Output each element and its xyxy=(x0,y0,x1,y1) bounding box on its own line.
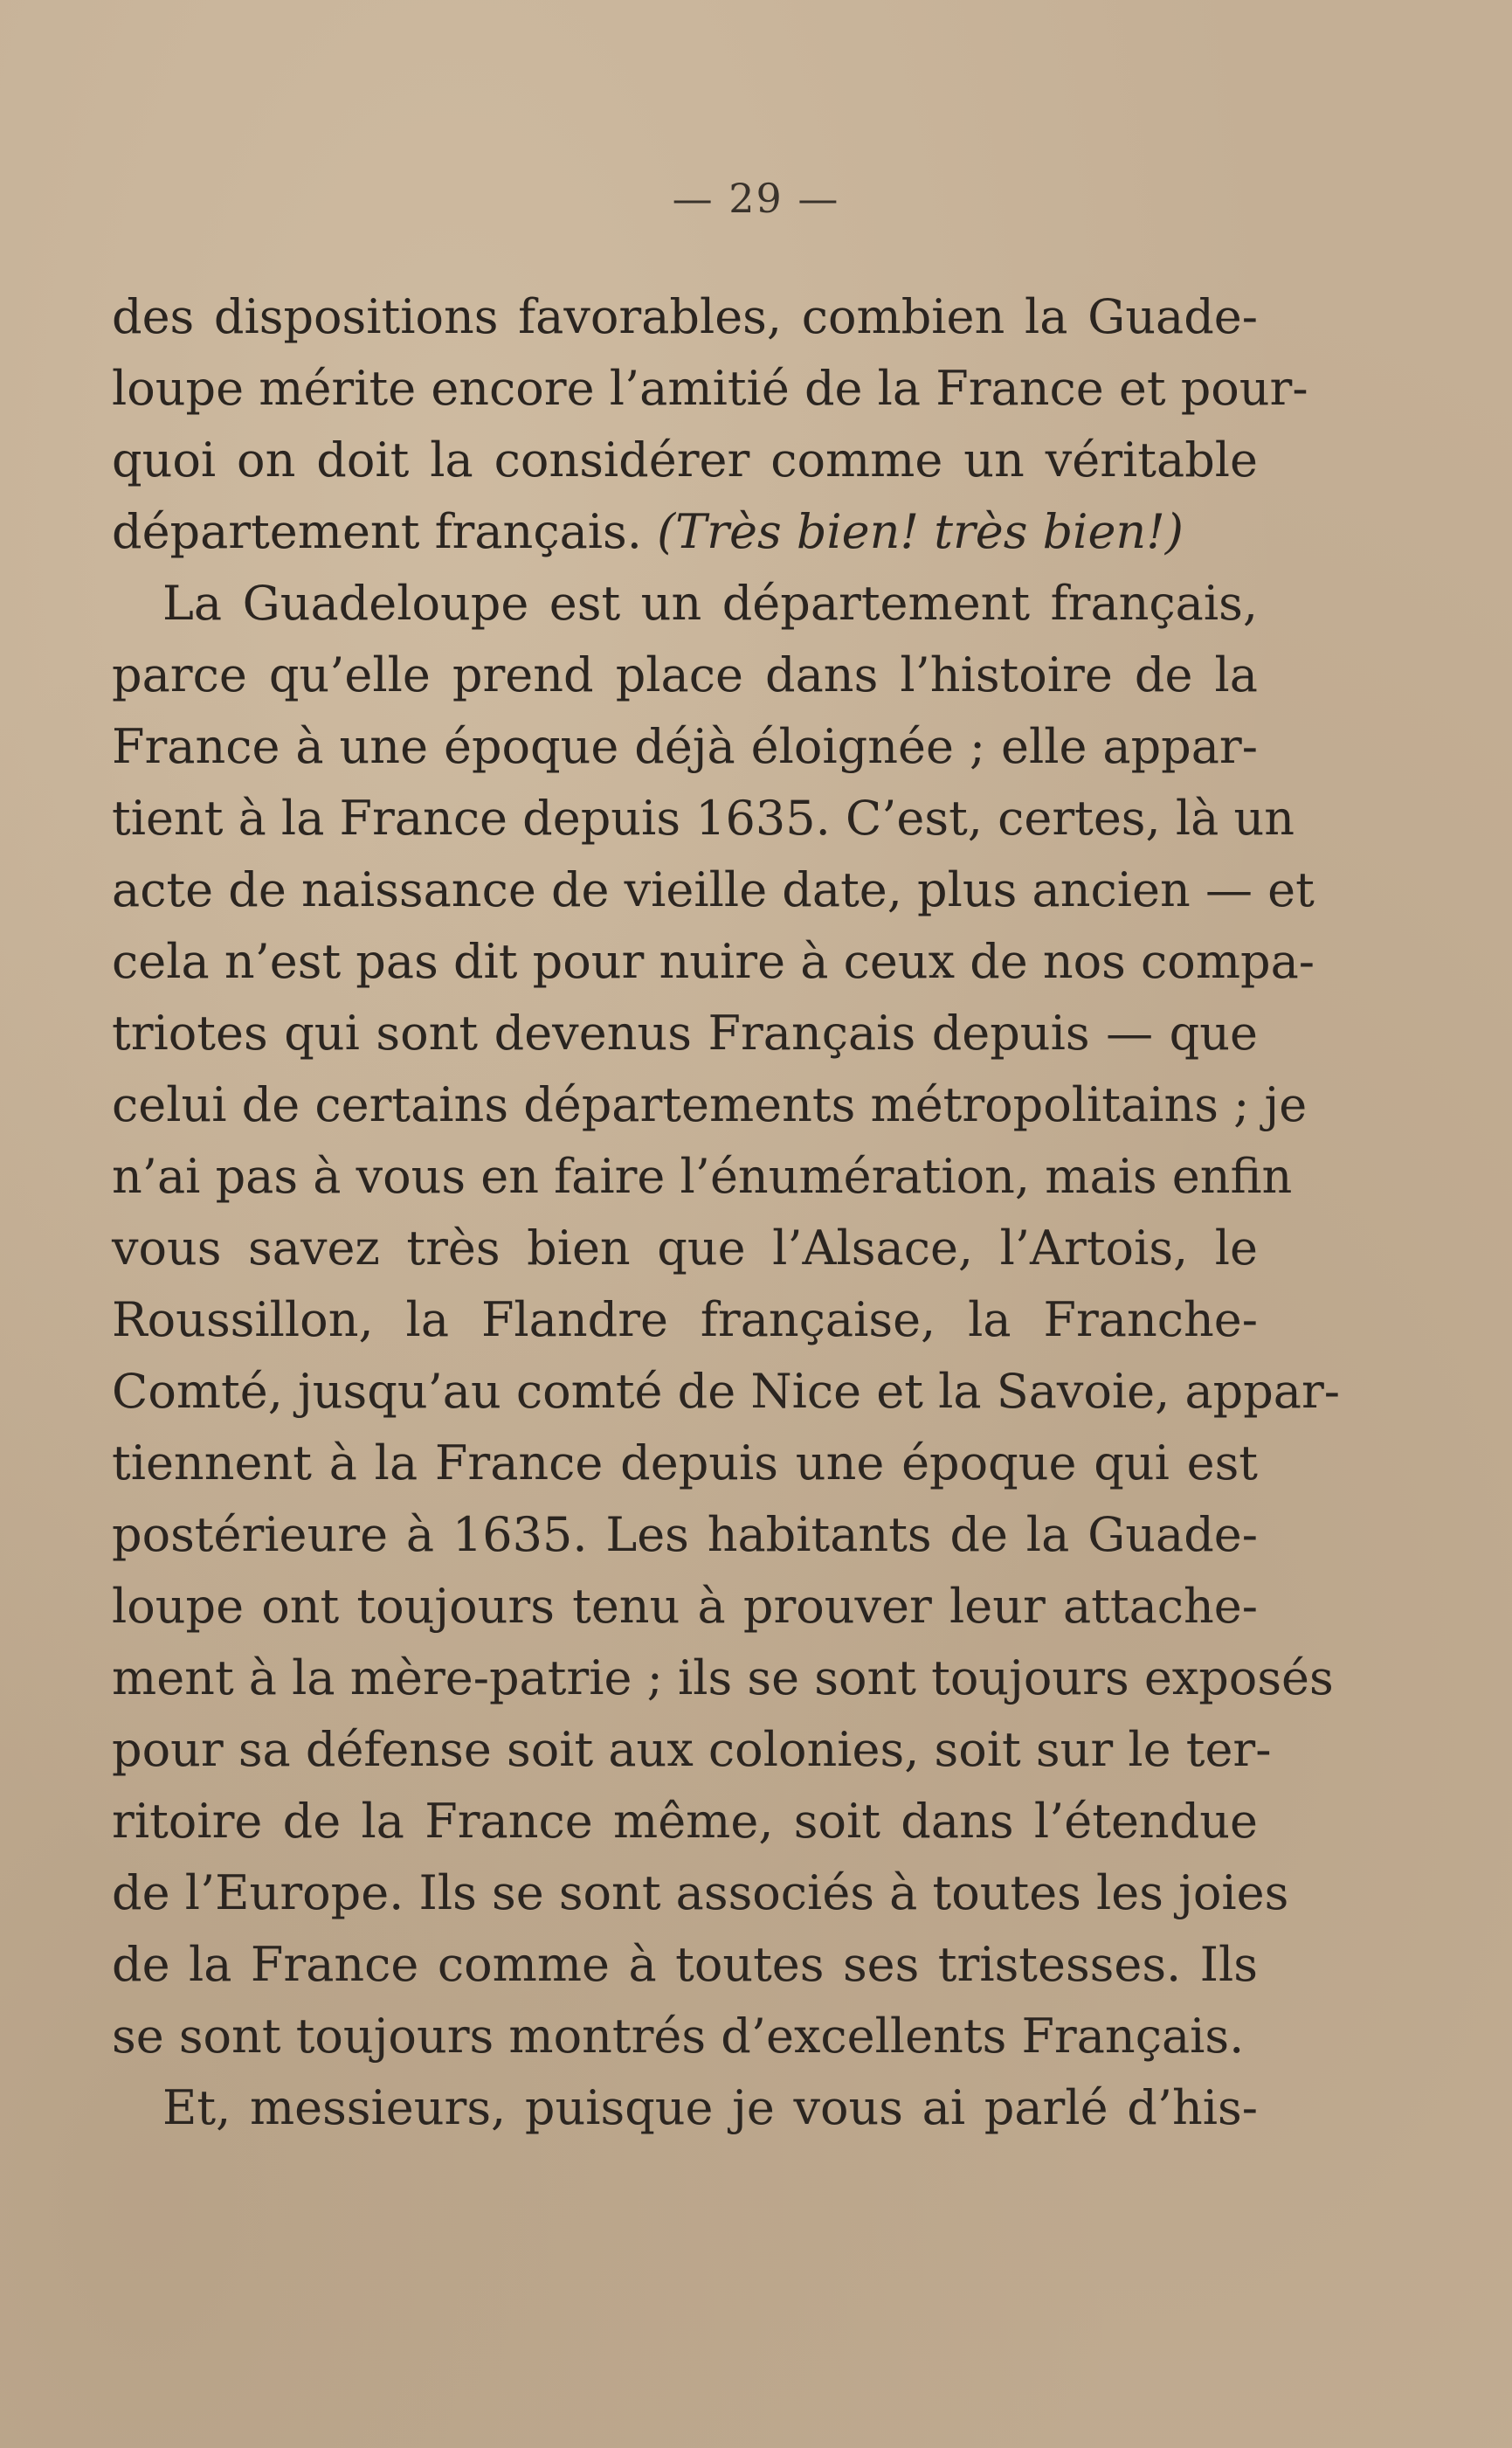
text-line: cela n’est pas dit pour nuire à ceux de nos compa- xyxy=(112,934,1315,989)
text-line: Et, messieurs, puisque je vous ai parlé d’his- xyxy=(162,2080,1258,2135)
text-line: loupe ont toujours tenu à prouver leur attache- xyxy=(112,1579,1258,1634)
text-line: acte de naissance de vieille date, plus ancien — et xyxy=(112,862,1315,917)
text-line: se sont toujours montrés d’excellents Français. xyxy=(112,2009,1245,2064)
text-line: ritoire de la France même, soit dans l’étendue xyxy=(112,1794,1258,1849)
text-line: Comté, jusqu’au comté de Nice et la Savoie, appar- xyxy=(112,1364,1341,1419)
text-line: loupe mérite encore l’amitié de la France et pour- xyxy=(112,361,1308,416)
text-line: n’ai pas à vous en faire l’énumération, mais enfin xyxy=(112,1149,1293,1204)
text-line: Roussillon, la Flandre française, la Franche- xyxy=(112,1292,1258,1347)
text-line: quoi on doit la considérer comme un véritable xyxy=(112,432,1258,488)
text-line: tient à la France depuis 1635. C’est, certes, là un xyxy=(112,791,1295,846)
text-line: tiennent à la France depuis une époque qui est xyxy=(112,1435,1258,1490)
applause-note: (Très bien! très bien!) xyxy=(657,504,1184,559)
text-line: de l’Europe. Ils se sont associés à toutes les joies xyxy=(112,1865,1289,1920)
body-text xyxy=(112,281,1341,2144)
text-line: La Guadeloupe est un département français, xyxy=(162,576,1258,631)
text-line: ment à la mère-patrie ; ils se sont toujours exposés xyxy=(112,1650,1334,1705)
text-line: des dispositions favorables, combien la Guade- xyxy=(112,289,1258,344)
page-number: — 29 — xyxy=(672,175,840,222)
text-line: triotes qui sont devenus Français depuis — que xyxy=(112,1006,1258,1061)
text-line: celui de certains départements métropolitains ; je xyxy=(112,1077,1308,1132)
text-fragment: département français. xyxy=(112,504,642,559)
text-line: vous savez très bien que l’Alsace, l’Artois, le xyxy=(112,1221,1258,1276)
text-line xyxy=(112,496,1258,568)
text-line: postérieure à 1635. Les habitants de la Guade- xyxy=(112,1507,1258,1562)
text-line: de la France comme à toutes ses tristesses. Ils xyxy=(112,1937,1258,1992)
text-line: France à une époque déjà éloignée ; elle appar- xyxy=(112,719,1258,774)
text-line: parce qu’elle prend place dans l’histoire de la xyxy=(112,647,1258,702)
text-line: pour sa défense soit aux colonies, soit sur le ter- xyxy=(112,1722,1272,1777)
